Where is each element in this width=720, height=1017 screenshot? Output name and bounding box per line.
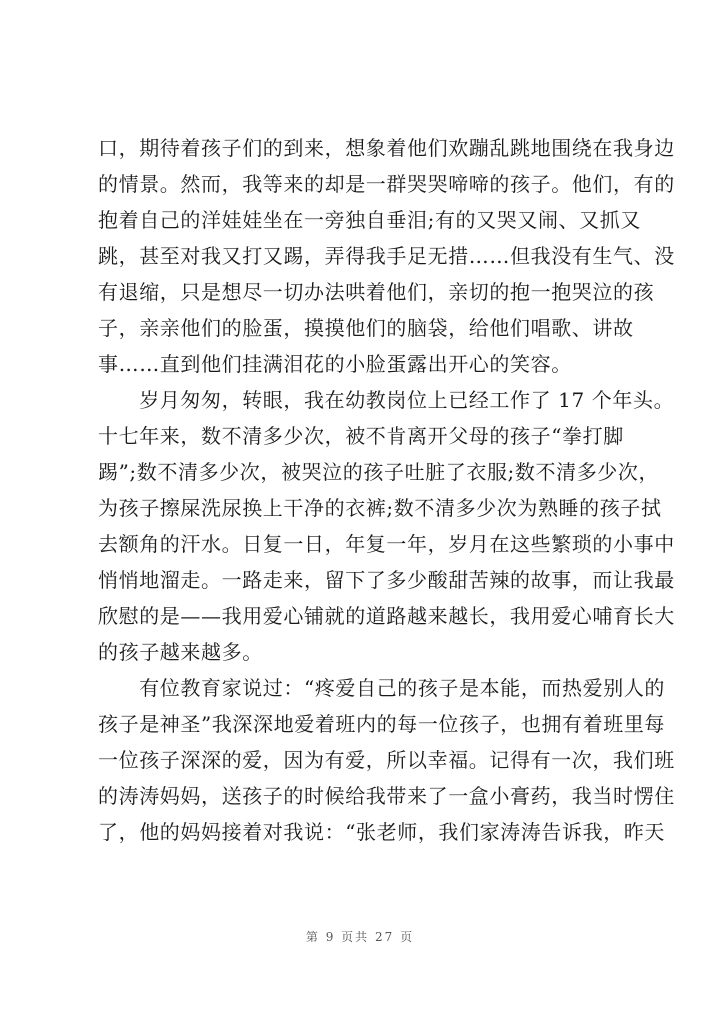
text-line: 了，他的妈妈接着对我说：“张老师，我们家涛涛告诉我，昨天: [98, 820, 666, 844]
text-line: 一位孩子深深的爱，因为有爱，所以幸福。记得有一次，我们班: [98, 748, 675, 772]
text-line: 悄悄地溜走。一路走来，留下了多少酸甜苦辣的故事，而让我最: [98, 568, 675, 592]
text-line: 的涛涛妈妈，送孩子的时候给我带来了一盒小膏药，我当时愣住: [98, 784, 675, 808]
paragraph-start-line: 岁月匆匆，转眼，我在幼教岗位上已经工作了 17 个年头。: [98, 388, 675, 412]
text-line: 为孩子擦屎洗尿换上干净的衣裤;数不清多少次为熟睡的孩子拭: [98, 496, 662, 520]
text-line: 抱着自己的洋娃娃坐在一旁独自垂泪;有的又哭又闹、又抓又: [98, 208, 641, 232]
text-line: 孩子是神圣”我深深地爱着班内的每一位孩子，也拥有着班里每: [98, 712, 666, 736]
text-line: 去额角的汗水。日复一日，年复一年，岁月在这些繁琐的小事中: [98, 532, 675, 556]
text-line: 踢”;数不清多少次，被哭泣的孩子吐脏了衣服;数不清多少次，: [98, 460, 660, 484]
text-line: 的情景。然而，我等来的却是一群哭哭啼啼的孩子。他们，有的: [98, 172, 675, 196]
text-line: 口，期待着孩子们的到来，想象着他们欢蹦乱跳地围绕在我身边: [98, 136, 675, 160]
text-line: 子，亲亲他们的脸蛋，摸摸他们的脑袋，给他们唱歌、讲故: [98, 316, 634, 340]
text-line: 事……直到他们挂满泪花的小脸蛋露出开心的笑容。: [98, 352, 572, 376]
text-line: 的孩子越来越多。: [98, 640, 263, 664]
paragraph-start-line: 有位教育家说过：“疼爱自己的孩子是本能，而热爱别人的: [98, 676, 666, 700]
text-line: 跳，甚至对我又打又踢，弄得我手足无措……但我没有生气、没: [98, 244, 675, 268]
text-line: 有退缩，只是想尽一切办法哄着他们，亲切的抱一抱哭泣的孩: [98, 280, 655, 304]
page-footer: 第 9 页共 27 页: [305, 930, 415, 944]
text-line: 十七年来，数不清多少次，被不肯离开父母的孩子“拳打脚: [98, 424, 624, 448]
text-line: 欣慰的是——我用爱心铺就的道路越来越长，我用爱心哺育长大: [98, 604, 675, 628]
